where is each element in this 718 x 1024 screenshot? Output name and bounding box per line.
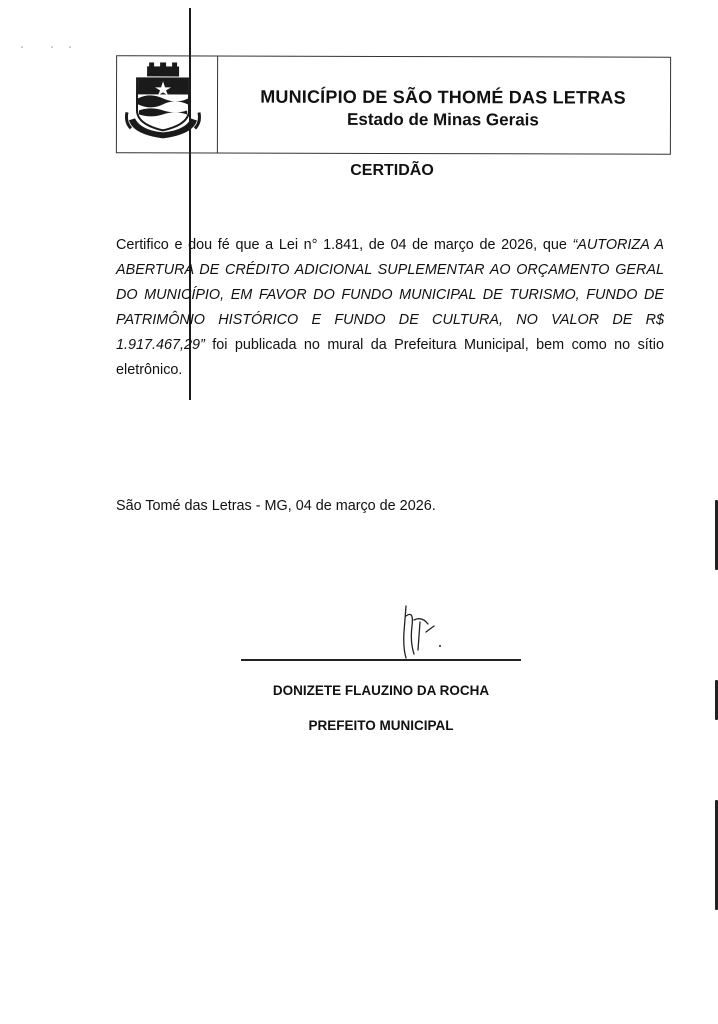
signature-line: [241, 659, 521, 661]
signer-role: PREFEITO MUNICIPAL: [308, 718, 454, 733]
handwritten-signature: [392, 602, 448, 662]
body-intro: Certifico e dou fé que a Lei n° 1.841, de 04 de março de 2026, que: [116, 237, 573, 253]
letterhead: [116, 55, 671, 154]
letterhead-divider: [217, 57, 218, 153]
state-name: Estado de Minas Gerais: [347, 109, 539, 130]
body-quote: “AUTORIZA A ABERTURA DE CRÉDITO ADICIONAL SUPLEMENTAR AO ORÇAMENTO GERAL DO MUNICÍPIO, EM FAVOR DO FUNDO MUNICIPAL DE TURISMO, FUNDO DE PATRIMÔNIO HISTÓRICO E FUNDO DE CULTURA, NO VALOR DE R$ 1.917.467,29”: [116, 237, 664, 353]
municipal-coat-of-arms-icon: [123, 62, 203, 142]
signer-name: DONIZETE FLAUZINO DA ROCHA: [272, 683, 490, 698]
body-rest: foi publicada no mural da Prefeitura Municipal, bem como no sítio eletrônico.: [116, 337, 664, 378]
municipality-name: MUNICÍPIO DE SÃO THOMÉ DAS LETRAS: [260, 86, 626, 108]
scan-specks: [20, 36, 80, 40]
certificate-body: [116, 233, 664, 383]
document-title: CERTIDÃO: [350, 162, 434, 179]
date-line: São Tomé das Letras - MG, 04 de março de 2026.: [116, 498, 436, 514]
